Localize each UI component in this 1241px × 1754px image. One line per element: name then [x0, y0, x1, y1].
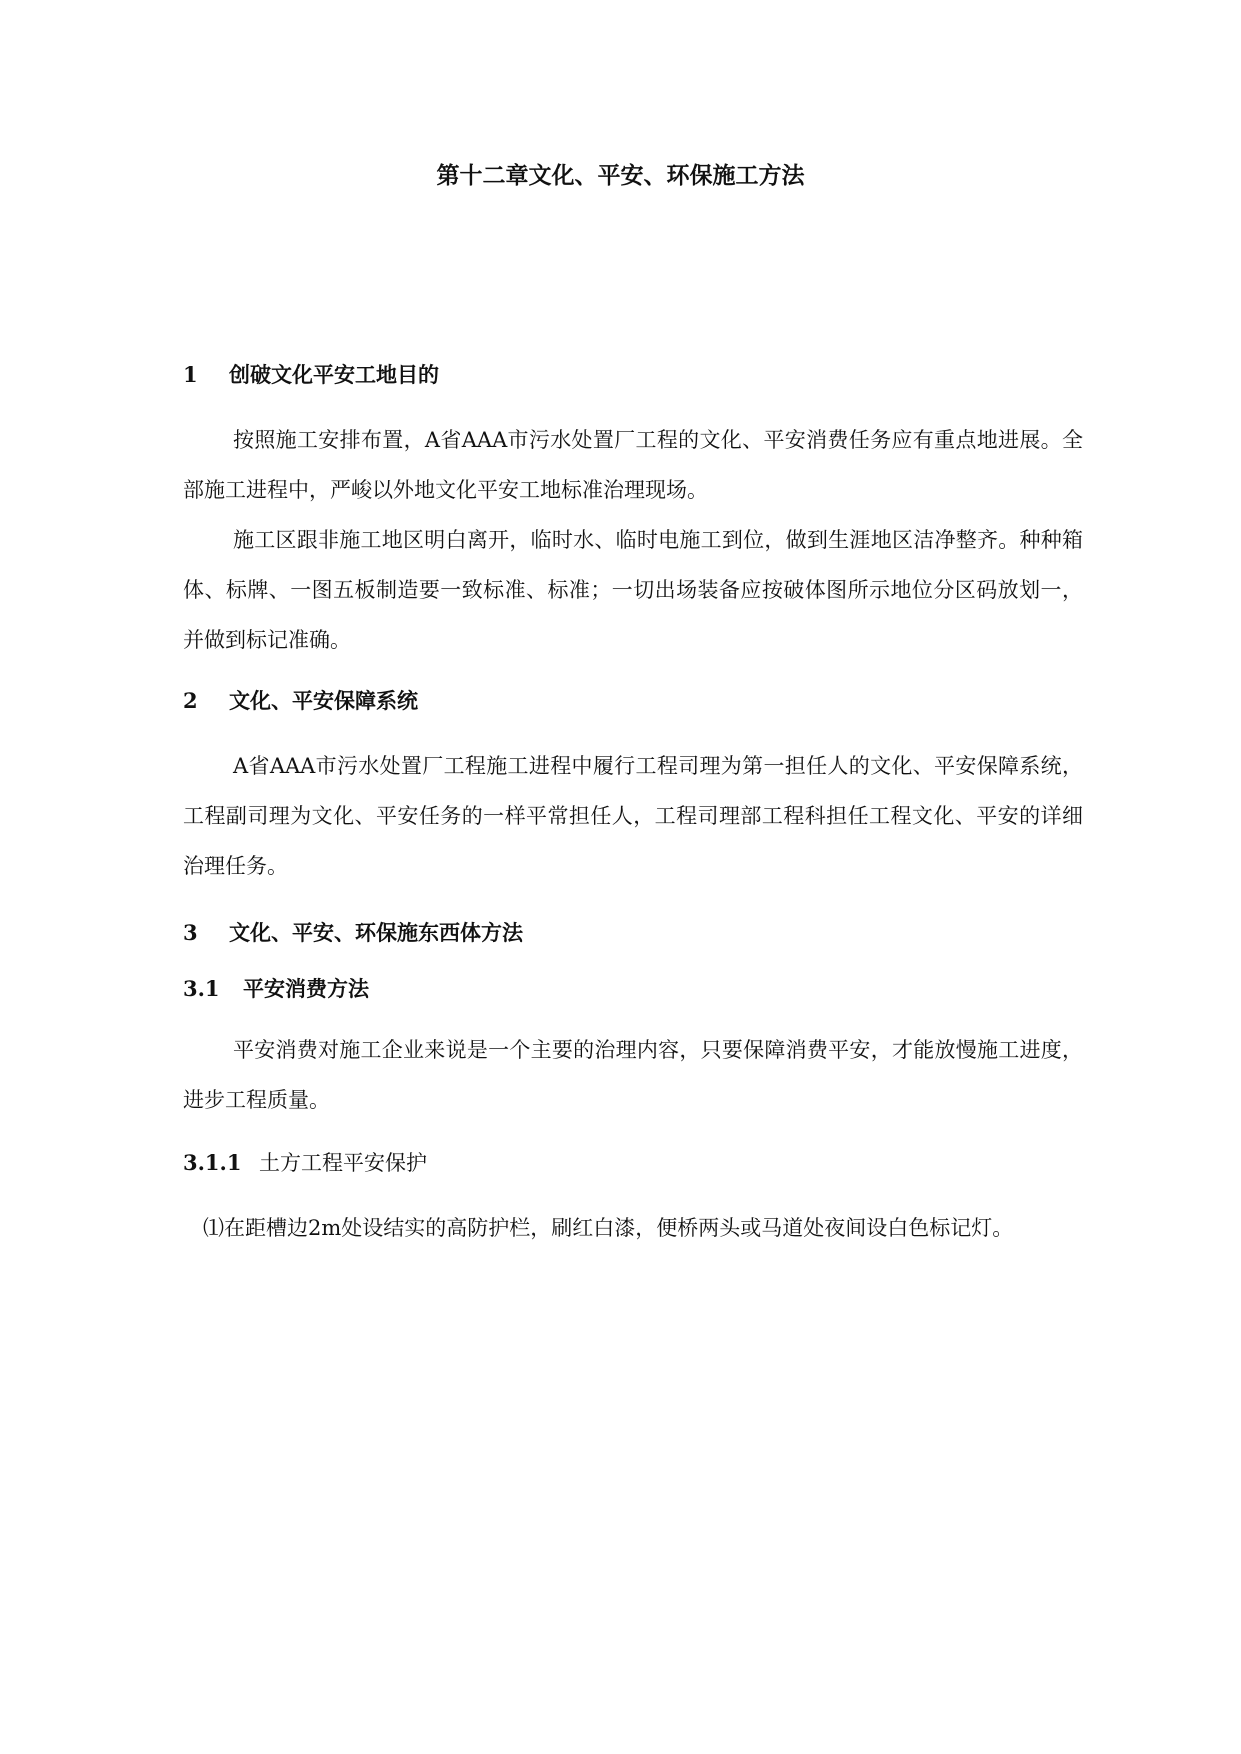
paragraph: 平安消费对施工企业来说是一个主要的治理内容，只要保障消费平安，才能放慢施工进度，进步工程质量。	[183, 1038, 1083, 1112]
paragraph: 施工区跟非施工地区明白离开，临时水、临时电施工到位，做到生涯地区洁净整齐。种种箱体、标牌、一图五板制造要一致标准、标准；一切出场装备应按破体图所示地位分区码放划一，并做到标记准确。	[183, 528, 1083, 652]
section-number: 3.1	[183, 976, 220, 1001]
section-heading-3	[183, 918, 523, 948]
section-title: 文化、平安保障系统	[229, 688, 418, 713]
section-heading-3-1	[183, 974, 369, 1004]
section-title: 土方工程平安保护	[259, 1151, 427, 1175]
section-number: 2	[183, 688, 198, 713]
section-number: 3	[183, 920, 198, 945]
section-heading-1	[183, 360, 439, 390]
section-heading-3-1-1	[183, 1148, 427, 1178]
section-number: 3.1.1	[183, 1150, 242, 1175]
chapter-title: 第十二章文化、平安、环保施工方法	[436, 162, 805, 189]
section-heading-2	[183, 686, 418, 716]
section-title: 文化、平安、环保施东西体方法	[229, 920, 523, 945]
paragraph: ⑴在距槽边2m处设结实的高防护栏，刷红白漆，便桥两头或马道处夜间设白色标记灯。	[203, 1216, 1014, 1240]
section-title: 平安消费方法	[243, 976, 369, 1001]
paragraph: 按照施工安排布置，A省AAA市污水处置厂工程的文化、平安消费任务应有重点地进展。全部施工进程中，严峻以外地文化平安工地标准治理现场。	[183, 428, 1083, 502]
paragraph: A省AAA市污水处置厂工程施工进程中履行工程司理为第一担任人的文化、平安保障系统，工程副司理为文化、平安任务的一样平常担任人，工程司理部工程科担任工程文化、平安的详细治理任务。	[183, 754, 1083, 878]
section-title: 创破文化平安工地目的	[229, 362, 439, 387]
section-number: 1	[183, 362, 198, 387]
